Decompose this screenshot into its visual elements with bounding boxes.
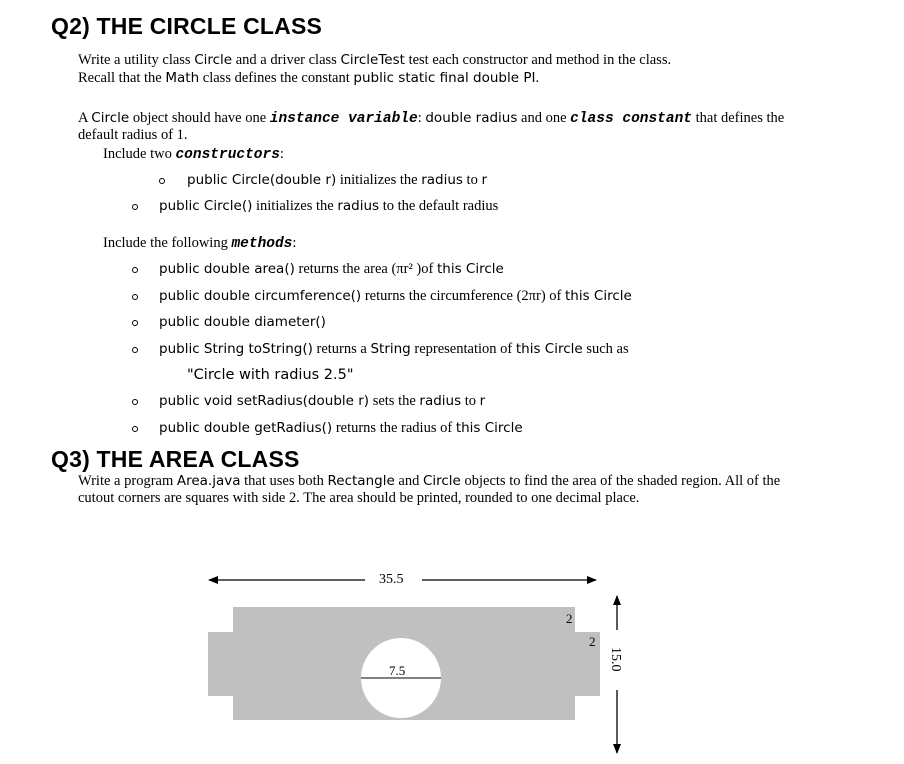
width-label: 35.5	[379, 572, 404, 587]
method-desc: returns the area (πr² )of	[298, 261, 434, 277]
q3-line-2: cutout corners are squares with side 2. The area should be printed, rounded to one decimal place.	[78, 490, 640, 506]
q2-intro-text-1: Write a utility class	[78, 52, 191, 68]
constructor-code-radius: radius	[421, 172, 463, 188]
constructor-desc-2: to the default radius	[382, 198, 499, 214]
q2-obj-colon: :	[417, 110, 422, 126]
q2-obj-instance-variable: instance variable	[269, 111, 418, 127]
q2-heading: Q2) THE CIRCLE CLASS	[51, 13, 323, 39]
q2-intro-text-2: and a driver class	[235, 52, 337, 68]
method-code: public double circumference()	[159, 288, 362, 304]
constructor-code-radius: radius	[337, 198, 380, 214]
constructor-desc: initializes the	[255, 198, 334, 214]
q2-intro-text-3: test each constructor and method in the class.	[408, 52, 672, 68]
q2-obj-double-radius: double radius	[425, 110, 518, 126]
q3-text-3: and	[398, 473, 420, 489]
q2-meth-intro-keyword: methods	[231, 236, 293, 252]
method-code-3: r	[479, 393, 486, 409]
method-code-2: this Circle	[455, 420, 523, 436]
method-desc: sets the	[372, 393, 416, 409]
q3-filename: Area.java	[176, 473, 241, 489]
q2-obj-text-a: A	[78, 110, 88, 126]
method-code: public double area()	[159, 261, 295, 277]
constructor-code: public Circle()	[159, 198, 253, 214]
method-desc: returns the circumference (2πr) of	[364, 288, 562, 304]
q3-text-1: Write a program	[78, 473, 174, 489]
q2-object-line-2: default radius of 1.	[78, 127, 188, 143]
corner-label-top: 2	[566, 611, 573, 626]
q2-intro-circle: Circle	[194, 52, 233, 68]
q2-recall-period: .	[535, 70, 540, 86]
method-code-2: radius	[419, 393, 462, 409]
height-label: 15.0	[608, 647, 623, 672]
q2-meth-intro-text: Include the following	[103, 235, 228, 251]
q3-heading: Q3) THE AREA CLASS	[51, 446, 300, 472]
q2-obj-text-2: object should have one	[132, 110, 267, 126]
constructor-desc: initializes the	[339, 172, 418, 188]
method-code: public String toString()	[159, 341, 313, 357]
q3-rectangle: Rectangle	[327, 473, 395, 489]
constructor-desc-2: to	[466, 172, 478, 188]
q2-obj-circle: Circle	[91, 110, 130, 126]
method-code-2: String	[370, 341, 411, 357]
method-code: public double diameter()	[159, 314, 326, 330]
q2-ctor-intro-colon: :	[279, 146, 284, 162]
method-code-2: this Circle	[565, 288, 632, 304]
q3-text-4: objects to find the area of the shaded region. All of the	[464, 473, 781, 489]
constructor-code-r: r	[481, 172, 488, 188]
method-desc: returns a	[316, 341, 367, 357]
corner-label-side: 2	[589, 634, 596, 649]
method-desc-3: such as	[586, 341, 629, 357]
q2-obj-text-3: and one	[521, 110, 567, 126]
circle-label: 7.5	[389, 663, 406, 678]
method-desc-2: representation of	[414, 341, 513, 357]
q3-circle: Circle	[422, 473, 461, 489]
q2-obj-class-constant: class constant	[570, 111, 692, 127]
q2-recall-text-2: class defines the constant	[202, 70, 350, 86]
q2-recall-text-1: Recall that the	[78, 70, 162, 86]
method-code-2: this Circle	[436, 261, 504, 277]
q2-recall-pi: public static final double PI	[353, 70, 536, 86]
q2-ctor-intro-keyword: constructors	[175, 147, 280, 163]
method-desc-2: to	[464, 393, 477, 409]
q2-ctor-intro-text: Include two	[103, 146, 172, 162]
q3-text-2: that uses both	[244, 473, 324, 489]
method-code: public double getRadius()	[159, 420, 333, 436]
q2-meth-intro-colon: :	[292, 235, 297, 251]
method-code-3: this Circle	[515, 341, 583, 357]
constructor-code: public Circle(double r)	[187, 172, 337, 188]
q2-intro-circletest: CircleTest	[340, 52, 405, 68]
method-code: public void setRadius(double r)	[159, 393, 370, 409]
method-desc: returns the radius of	[335, 420, 453, 436]
q2-obj-text-4: that defines the	[695, 110, 785, 126]
q2-recall-math: Math	[165, 70, 200, 86]
tostring-example: "Circle with radius 2.5"	[187, 367, 354, 383]
